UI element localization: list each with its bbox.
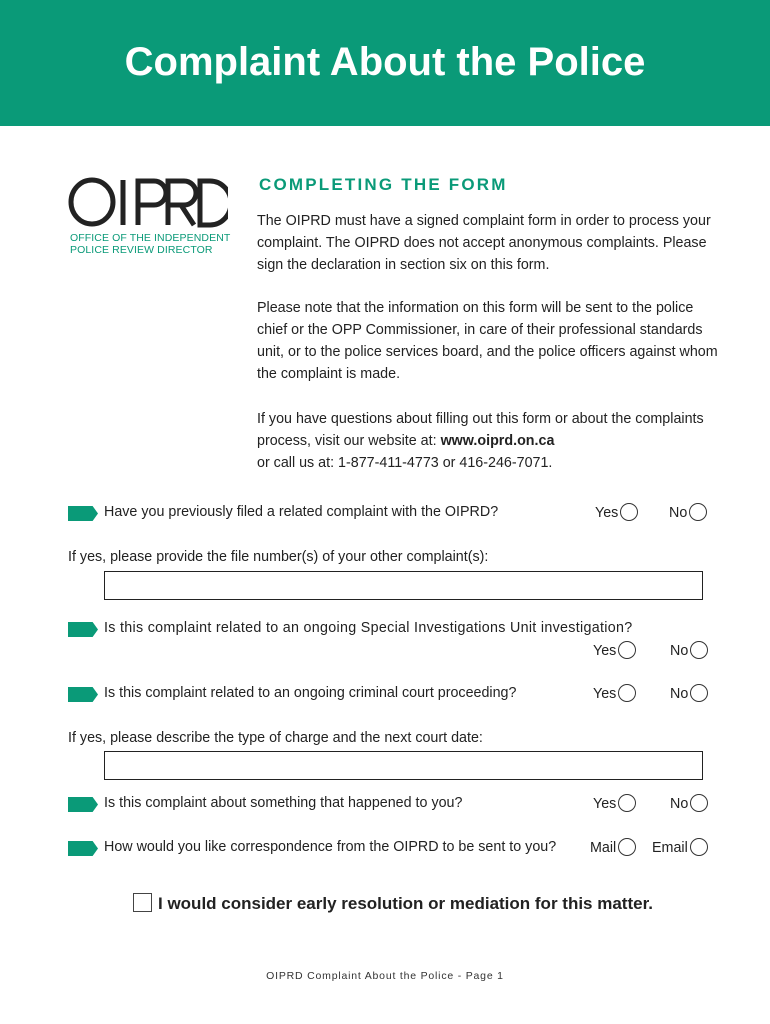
no-label: No xyxy=(670,642,689,659)
mediation-label: I would consider early resolution or mediation for this matter. xyxy=(158,894,653,913)
question-text: Have you previously filed a related complaint with the OIPRD? xyxy=(104,504,499,520)
header-banner xyxy=(0,0,770,126)
oiprd-wordmark xyxy=(68,175,228,231)
intro-paragraph-1: The OIPRD must have a signed complaint form in order to process your complaint. The OIPRD does not accept anonymous complaints. Please sign the declaration in section six on this form. xyxy=(257,213,711,273)
file-number-label: If yes, please provide the file number(s) of your other complaint(s): xyxy=(68,549,489,565)
email-option[interactable] xyxy=(652,839,708,857)
oiprd-logo xyxy=(68,175,231,256)
question-text: Is this complaint about something that happened to you? xyxy=(104,795,463,811)
section-heading: COMPLETING THE FORM xyxy=(259,175,508,194)
page-title: Complaint About the Police xyxy=(124,40,646,84)
question-happened-to-you xyxy=(68,793,713,817)
yes-radio[interactable] xyxy=(620,503,638,521)
mail-option[interactable] xyxy=(590,839,636,857)
yes-option[interactable] xyxy=(593,642,636,660)
question-criminal-court xyxy=(68,683,713,707)
yes-label: Yes xyxy=(595,504,619,521)
email-radio[interactable] xyxy=(690,838,708,856)
question-text: Is this complaint related to an ongoing Special Investigations Unit investigation? xyxy=(104,620,633,636)
no-label: No xyxy=(670,685,689,702)
mail-radio[interactable] xyxy=(618,838,636,856)
mediation-checkbox[interactable] xyxy=(133,893,152,912)
yes-label: Yes xyxy=(593,685,617,702)
yes-label: Yes xyxy=(593,795,617,812)
question-correspondence xyxy=(68,837,713,861)
yes-radio[interactable] xyxy=(618,641,636,659)
intro-paragraph-3 xyxy=(257,408,727,474)
email-label: Email xyxy=(652,839,688,856)
arrow-tag-icon xyxy=(68,797,98,812)
logo-line-2: POLICE REVIEW DIRECTOR xyxy=(70,244,213,256)
arrow-tag-icon xyxy=(68,506,98,521)
charge-description-field[interactable] xyxy=(104,751,703,780)
phone-text: or call us at: 1-877-411-4773 or 416-246-7071. xyxy=(257,455,553,471)
arrow-tag-icon xyxy=(68,687,98,702)
page-footer: OIPRD Complaint About the Police - Page 1 xyxy=(266,970,504,982)
charge-description-label: If yes, please describe the type of charge and the next court date: xyxy=(68,730,483,746)
intro-paragraph-2: Please note that the information on this form will be sent to the police chief or the OPP Commissioner, in care of their professional standards unit, or to the police services board, and the police officers against whom the complaint is made. xyxy=(257,300,718,382)
arrow-tag-icon xyxy=(68,622,98,637)
no-option[interactable] xyxy=(670,795,708,813)
no-option[interactable] xyxy=(669,504,707,522)
question-text: Is this complaint related to an ongoing criminal court proceeding? xyxy=(104,685,517,701)
no-radio[interactable] xyxy=(689,503,707,521)
question-siu-investigation xyxy=(68,618,713,642)
contact-text: If you have questions about filling out this form or about the complaints process, visit our website at: xyxy=(257,411,704,449)
yes-option[interactable] xyxy=(595,504,638,522)
yes-label: Yes xyxy=(593,642,617,659)
no-option[interactable] xyxy=(670,685,708,703)
yes-option[interactable] xyxy=(593,685,636,703)
mediation-option[interactable] xyxy=(133,894,653,914)
no-label: No xyxy=(669,504,688,521)
yes-radio[interactable] xyxy=(618,794,636,812)
no-label: No xyxy=(670,795,689,812)
mail-label: Mail xyxy=(590,839,617,856)
question-previous-complaint xyxy=(68,502,713,526)
yes-radio[interactable] xyxy=(618,684,636,702)
no-radio[interactable] xyxy=(690,641,708,659)
no-radio[interactable] xyxy=(690,684,708,702)
file-number-field[interactable] xyxy=(104,571,703,600)
question-text: How would you like correspondence from the OIPRD to be sent to you? xyxy=(104,839,557,855)
logo-line-1: OFFICE OF THE INDEPENDENT xyxy=(70,232,231,244)
arrow-tag-icon xyxy=(68,841,98,856)
yes-option[interactable] xyxy=(593,795,636,813)
no-radio[interactable] xyxy=(690,794,708,812)
no-option[interactable] xyxy=(670,642,708,660)
website-link[interactable]: www.oiprd.on.ca xyxy=(440,433,555,449)
question-siu-options xyxy=(68,640,713,664)
